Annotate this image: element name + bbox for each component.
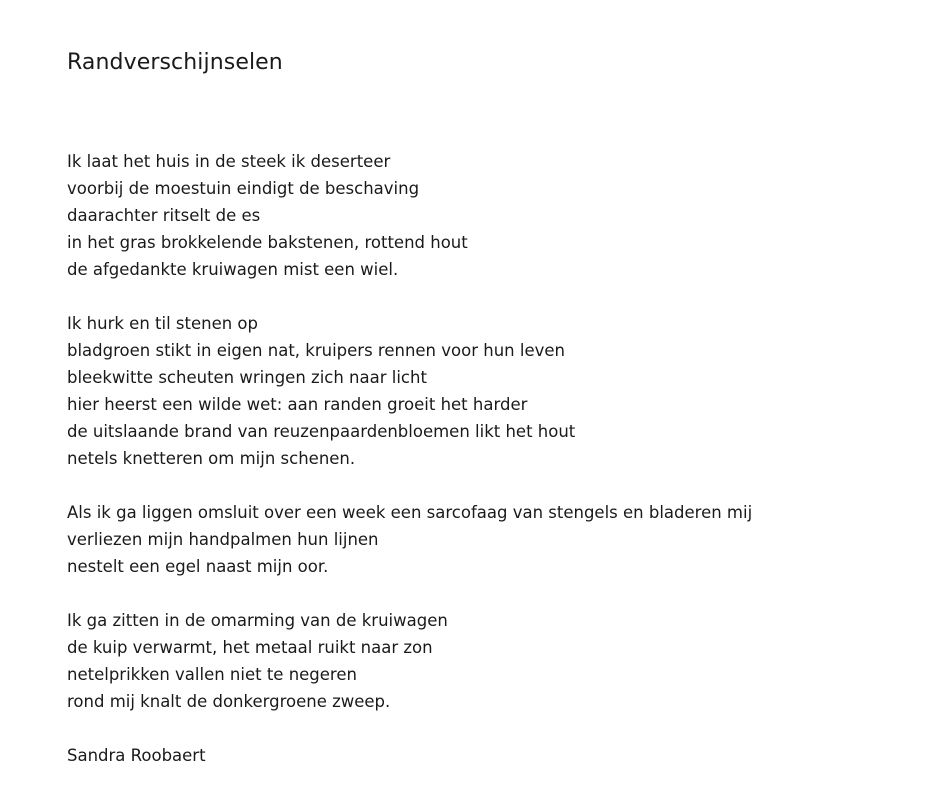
poem-line: de uitslaande brand van reuzenpaardenbloemen likt het hout: [67, 422, 576, 441]
poem-line: Ik hurk en til stenen op: [67, 314, 258, 333]
poem-line: voorbij de moestuin eindigt de beschaving: [67, 179, 420, 198]
stanza-1: [67, 148, 927, 283]
poem-page: [67, 47, 927, 769]
poem-line: nestelt een egel naast mijn oor.: [67, 557, 329, 576]
stanza-4: [67, 607, 927, 715]
poem-line: daarachter ritselt de es: [67, 206, 261, 225]
poem-line: Ik laat het huis in de steek ik deserteer: [67, 152, 391, 171]
poem-line: netels knetteren om mijn schenen.: [67, 449, 356, 468]
poem-author: Sandra Roobaert: [67, 746, 206, 765]
poem-line: Als ik ga liggen omsluit over een week een sarcofaag van stengels en bladeren mij: [67, 503, 753, 522]
poem-line: in het gras brokkelende bakstenen, rottend hout: [67, 233, 468, 252]
poem-line: Ik ga zitten in de omarming van de kruiwagen: [67, 611, 448, 630]
stanza-2: [67, 310, 927, 472]
poem-title: Randverschijnselen: [67, 50, 283, 75]
poem-body: [67, 148, 927, 769]
poem-line: de afgedankte kruiwagen mist een wiel.: [67, 260, 399, 279]
stanza-3: [67, 499, 927, 580]
poem-line: bladgroen stikt in eigen nat, kruipers rennen voor hun leven: [67, 341, 565, 360]
poem-line: de kuip verwarmt, het metaal ruikt naar zon: [67, 638, 433, 657]
poem-line: rond mij knalt de donkergroene zweep.: [67, 692, 391, 711]
poem-line: verliezen mijn handpalmen hun lijnen: [67, 530, 379, 549]
poem-line: bleekwitte scheuten wringen zich naar licht: [67, 368, 427, 387]
poem-line: netelprikken vallen niet te negeren: [67, 665, 357, 684]
poem-line: hier heerst een wilde wet: aan randen groeit het harder: [67, 395, 528, 414]
